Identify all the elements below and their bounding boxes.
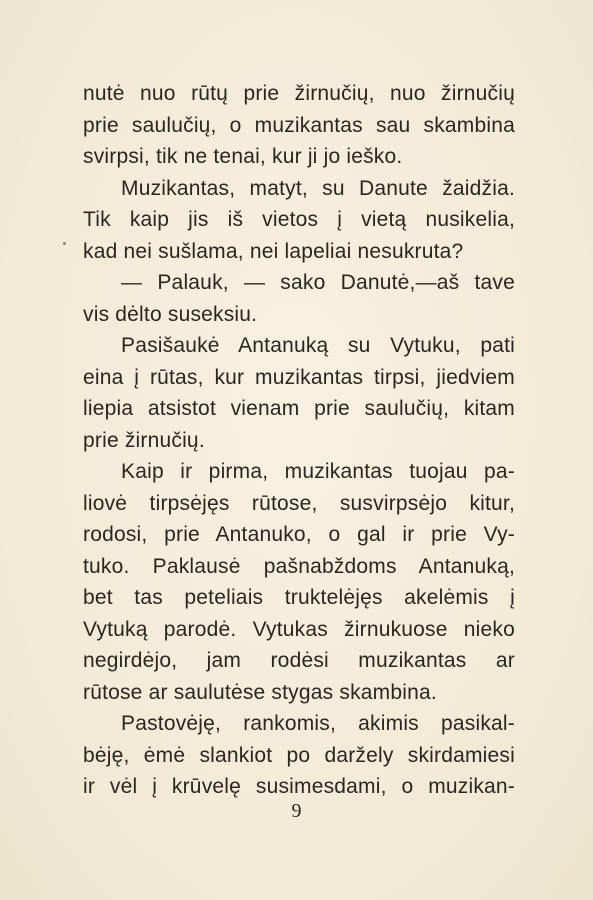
text-line: prie žirnučių. — [83, 428, 205, 452]
text-line: Kaip ir pirma, muzikantas tuojau pa- — [121, 460, 515, 483]
text-line: bet tas peteliais truktelėjęs akelėmis į — [83, 586, 515, 609]
margin-speck — [63, 242, 66, 245]
text-line: eina į rūtas, kur muzikantas tirpsi, jiedviem — [83, 365, 515, 389]
text-line: negirdėjo, jam rodėsi muzikantas ar — [83, 649, 515, 672]
page-number: 9 — [291, 800, 302, 822]
text-line: rūtose ar saulutėse stygas skambina. — [83, 680, 437, 704]
text-line: — Palauk, — sako Danutė,—aš tave — [121, 271, 515, 294]
text-line: nutė nuo rūtų prie žirnučių, nuo žirnučių — [83, 82, 515, 105]
text-line: Pasišaukė Antanuką su Vytuku, pati — [121, 334, 515, 357]
text-line: bėję, ėmė slankiot po daržely skirdamiesi — [83, 743, 515, 767]
text-line: Pastovėję, rankomis, akimis pasikal- — [121, 712, 515, 735]
text-line: Muzikantas, matyt, su Danute žaidžia. — [121, 176, 515, 200]
text-line: vis dėlto suseksiu. — [83, 302, 258, 326]
page-text — [83, 78, 515, 803]
text-line: svirpsi, tik ne tenai, kur ji jo ieško. — [83, 145, 403, 168]
text-line: liovė tirpsėjęs rūtose, susvirpsėjo kitur, — [83, 491, 515, 515]
text-line: Tik kaip jis iš vietos į vietą nusikelia, — [83, 208, 515, 231]
text-line: tuko. Paklausė pašnabždoms Antanuką, — [83, 554, 515, 578]
text-line: rodosi, prie Antanuko, o gal ir prie Vy- — [83, 523, 515, 546]
text-line: liepia atsistot vienam prie saulučių, kitam — [83, 397, 515, 420]
text-line: ir vėl į krūvelę susimesdami, o muzikan- — [83, 775, 515, 798]
text-line: prie saulučių, o muzikantas sau skambina — [83, 113, 515, 137]
text-line: Vytuką parodė. Vytukas žirnukuose nieko — [83, 617, 515, 641]
text-line: kad nei sušlama, nei lapeliai nesukruta? — [83, 239, 464, 263]
